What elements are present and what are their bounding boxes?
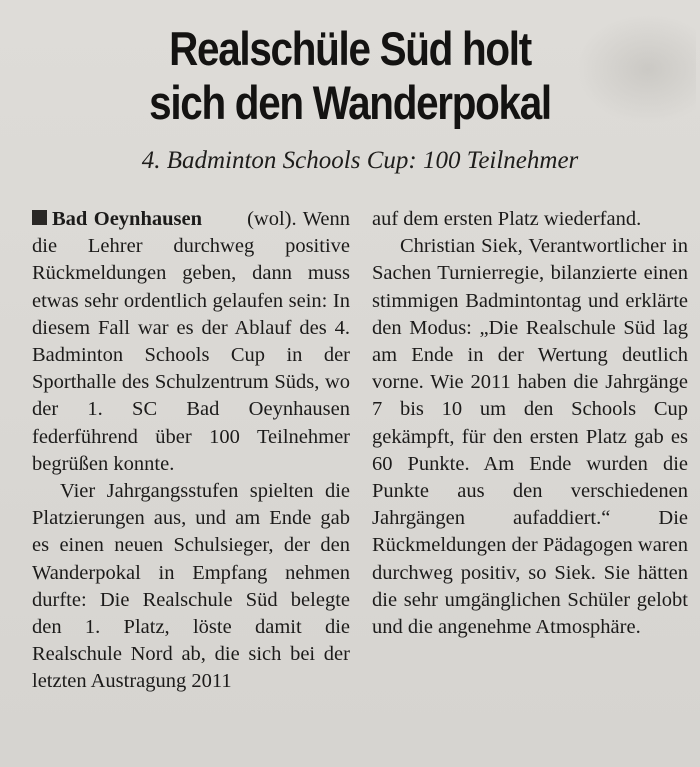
headline-line-2: sich den Wanderpokal — [149, 76, 551, 129]
paragraph: Christian Siek, Verantwortlicher in Sachen Turnierregie, bilanzierte einen stimmigen Badmintontag und erklärte den Modus: „Die Realschule Süd lag am Ende in der Wertung deutlich vorne. Wie 2011 haben die Jahrgänge 7 bis 10 um den Schools Cup gekämpft, für den ersten Platz gab es 60 Punkte. Am Ende wurden die Punkte aus den verschiedenen Jahrgängen aufaddiert.“ Die Rückmeldungen der Pädagogen waren durchweg positiv, so Siek. Sie hätten die sehr umgänglichen Schüler gelobt und die angenehme Atmosphäre. — [372, 235, 688, 639]
headline-line-1: Realschüle Süd holt — [169, 22, 531, 75]
paragraph: Vier Jahrgangsstufen spielten die Platzierungen aus, und am Ende gab es einen neuen Schulsieger, der den Wanderpokal in Empfang nehmen durfte: Die Realschule Süd belegte den 1. Platz, löste damit die Realschule Nord ab, die sich bei der letzten Austragung 2011 — [32, 480, 350, 693]
square-bullet-icon — [32, 210, 47, 225]
paragraph-text: Wenn die Lehrer durchweg positive Rückmeldungen geben, dann muss etwas sehr ordentlich gelaufen sein: In diesem Fall war es der Ablauf des 4. Badminton Schools Cup in der Sporthalle des Schulzentrum Süds, wo der 1. SC Bad Oeynhausen federführend über 100 Teilnehmer begrüßen konnte. — [32, 208, 350, 475]
article-column-left — [32, 206, 350, 696]
dateline: Bad Oeynhausen — [52, 208, 202, 230]
author-tag: (wol). — [247, 208, 297, 230]
subheadline: 4. Badminton Schools Cup: 100 Teilnehmer — [141, 147, 579, 174]
paragraph-continuation: auf dem ersten Platz wiederfand. — [372, 208, 642, 230]
article-column-right — [372, 206, 688, 641]
lead-paragraph — [32, 206, 350, 478]
headline — [49, 22, 651, 130]
